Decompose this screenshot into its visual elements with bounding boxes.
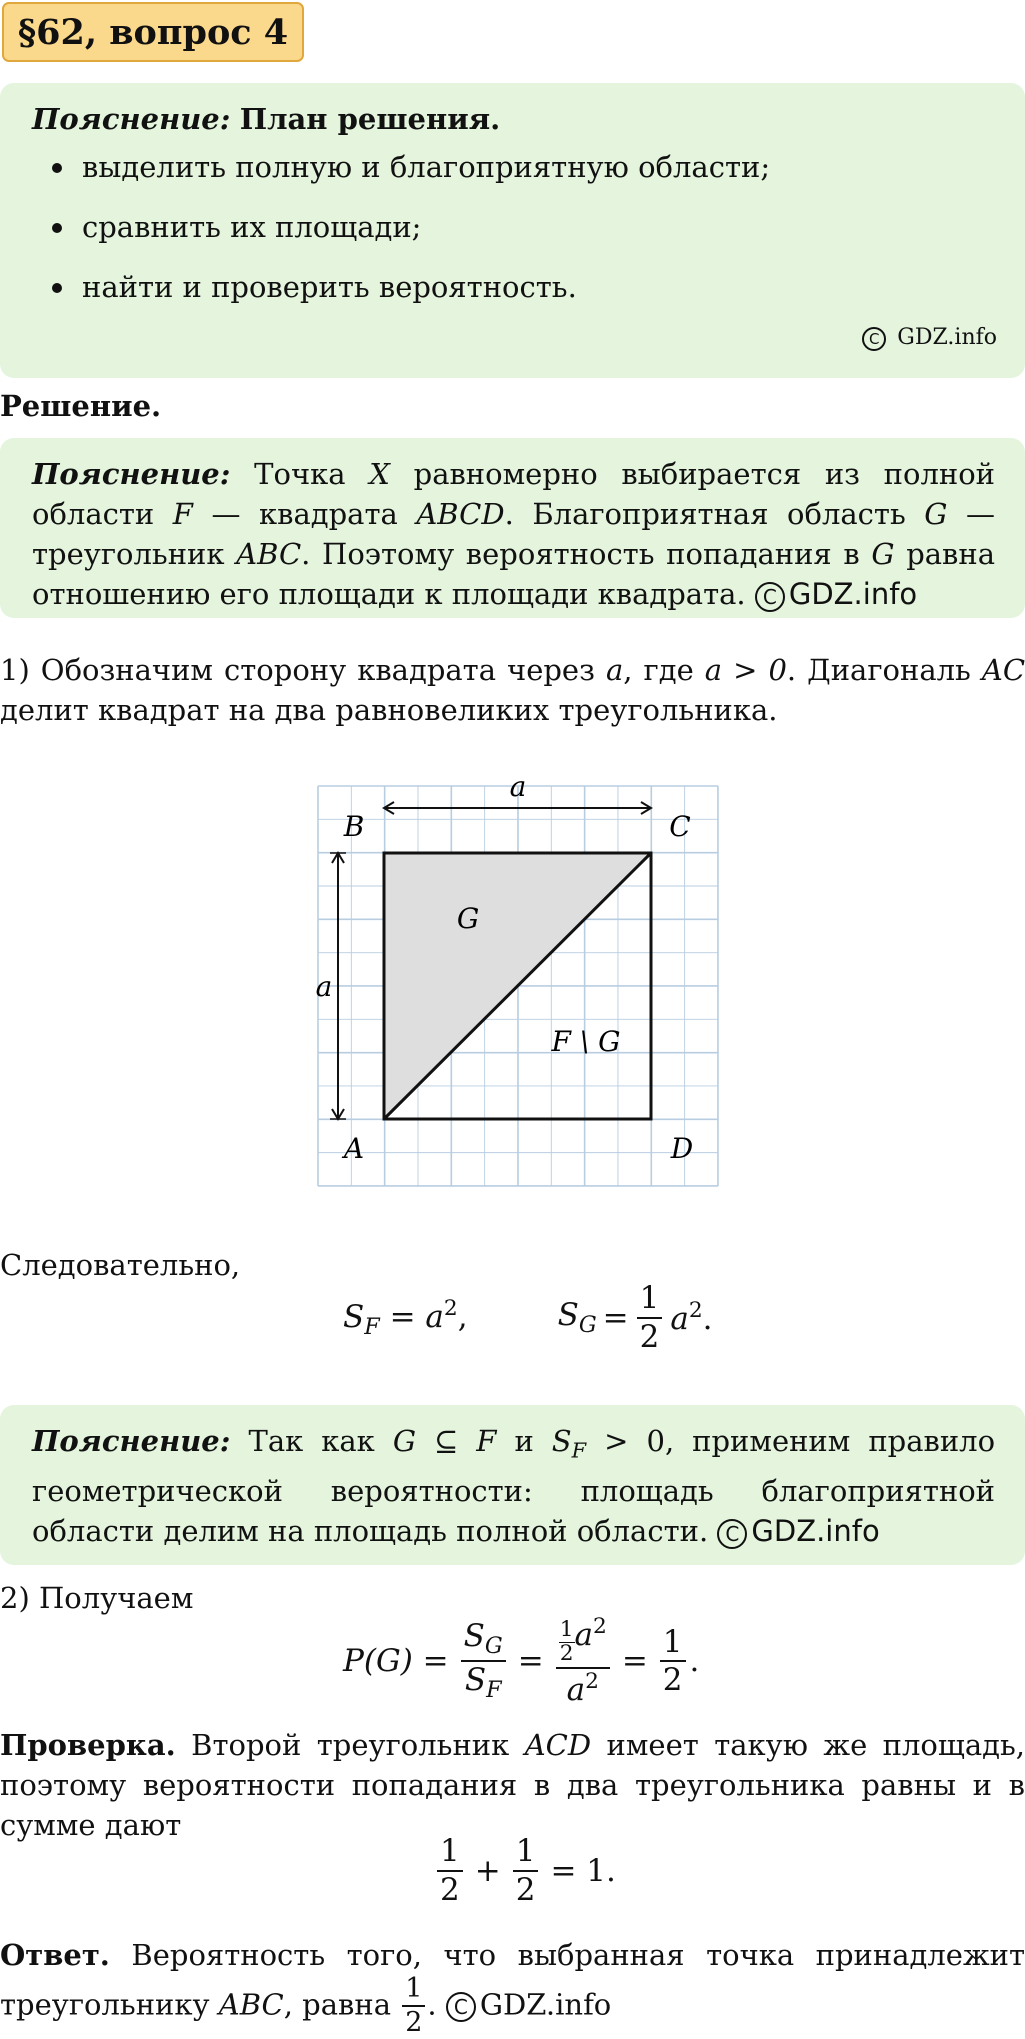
math-var: AC <box>981 653 1025 687</box>
frac-num: 1 <box>559 1617 574 1643</box>
note-label: Пояснение: <box>32 1424 231 1458</box>
fraction <box>513 1835 539 1906</box>
math-var: a <box>566 1671 586 1708</box>
label-f-minus-g: F \ G <box>551 1025 621 1058</box>
text: . Благоприятная область <box>504 497 906 531</box>
math-sup: 2 <box>443 1295 458 1321</box>
answer-paragraph <box>0 1935 1025 2038</box>
copyright-icon: C <box>446 1992 476 2022</box>
frac-num: 1 <box>660 1626 686 1663</box>
math-expr: G ⊆ F <box>392 1424 497 1458</box>
frac-den: 2 <box>515 1871 536 1908</box>
label-a-left: a <box>315 970 333 1003</box>
math-var: S <box>464 1662 487 1699</box>
fraction <box>660 1623 686 1699</box>
math-sub: F <box>486 1677 502 1704</box>
text: — треугольник <box>32 497 996 571</box>
math-var: ABC <box>218 1987 284 2022</box>
math-var: a <box>605 653 624 687</box>
probability-formula <box>343 1616 699 1706</box>
text: , равна <box>283 1987 391 2022</box>
math-sub: F <box>571 1438 587 1463</box>
text: . <box>689 1643 700 1680</box>
text: Точка <box>254 457 346 491</box>
text: Вероятность того, что выбранная точка принадлежит треугольнику <box>0 1938 1025 2022</box>
frac-den: 2 <box>559 1640 574 1666</box>
frac-num: 1 <box>402 1975 425 2007</box>
plan-item: сравнить их площади; <box>32 207 995 247</box>
math-expr: a > 0 <box>704 653 787 687</box>
math-var: ABCD <box>416 497 505 531</box>
frac-den: 2 <box>440 1871 460 1908</box>
text: , где <box>623 653 694 687</box>
math-var: X <box>369 457 390 491</box>
frac-num: 1 <box>513 1835 539 1872</box>
plan-item: выделить полную и благоприятную области; <box>32 147 995 187</box>
text: имеет такую же площадь, поэтому вероятности попадания в два треугольника равны и в сумме дают <box>0 1728 1025 1842</box>
math-var: ABC <box>236 537 302 571</box>
vertex-b: B <box>343 810 365 843</box>
math-var: G <box>924 497 948 531</box>
math-var: S <box>463 1617 485 1654</box>
area-formulas <box>343 1282 713 1353</box>
text: делит квадрат на два равновеликих треугольника. <box>0 693 778 727</box>
text: , применим правило геометрической вероятности: площадь благоприятной области делим на площадь полной области. <box>32 1424 996 1548</box>
frac-num: 1 <box>437 1835 463 1872</box>
step-2-intro: 2) Получаем <box>0 1581 194 1615</box>
square-diagram <box>310 778 730 1198</box>
sum-formula <box>435 1835 616 1906</box>
text: = <box>602 1299 629 1336</box>
text: . Поэтому вероятность попадания в <box>301 537 860 571</box>
explanation-note-1 <box>0 438 1025 618</box>
label-g: G <box>456 902 480 935</box>
math-var: a <box>574 1616 593 1653</box>
math-expr: P(G) = <box>343 1643 449 1680</box>
text: . <box>702 1301 713 1337</box>
math-var: S <box>557 1296 579 1333</box>
check-label: Проверка. <box>0 1728 176 1762</box>
fraction <box>637 1282 663 1353</box>
math-sup: 2 <box>593 1614 607 1639</box>
plan-heading <box>32 99 995 139</box>
vertex-d: D <box>670 1132 694 1165</box>
text: . <box>427 1987 437 2022</box>
fraction <box>437 1835 463 1906</box>
text: равна отношению его площади к площади квадрата. <box>32 537 996 611</box>
signature-text: GDZ.info <box>788 577 918 611</box>
text: равномерно выбирается из полной области <box>32 457 996 531</box>
text: = <box>517 1643 544 1680</box>
plan-note <box>0 83 1025 378</box>
math-var: S <box>551 1424 572 1458</box>
copyright-icon: C <box>717 1519 747 1549</box>
explanation-note-2 <box>0 1405 1025 1565</box>
math-expr: = a <box>389 1298 444 1335</box>
plan-list <box>32 147 995 307</box>
vertex-c: C <box>669 810 691 843</box>
formula-sg <box>558 1282 713 1353</box>
math-sub: F <box>364 1313 380 1340</box>
text: — квадрата <box>211 497 398 531</box>
small-fraction <box>559 1619 575 1664</box>
math-var: G <box>871 537 895 571</box>
text: + <box>474 1852 501 1889</box>
fraction <box>461 1617 506 1704</box>
note-label: Пояснение: <box>32 102 231 136</box>
copyright-icon: C <box>755 582 785 612</box>
text: , <box>457 1298 468 1335</box>
plan-item: найти и проверить вероятность. <box>32 267 995 307</box>
math-sup: 2 <box>688 1298 703 1324</box>
plan-signature <box>862 318 997 358</box>
math-var: F <box>172 497 193 531</box>
text: . Диагональ <box>786 653 971 687</box>
frac-den: 2 <box>639 1318 660 1355</box>
signature-text: GDZ.info <box>897 325 997 350</box>
math-sup: 2 <box>585 1668 599 1694</box>
math-sub: G <box>578 1312 597 1339</box>
signature-text: GDZ.info <box>479 1987 612 2022</box>
label-a-top: a <box>509 778 527 803</box>
plan-title: План решения. <box>239 102 501 136</box>
consequently-text: Следовательно, <box>0 1248 241 1282</box>
check-paragraph <box>0 1725 1025 1845</box>
text: Так как <box>248 1424 375 1458</box>
note-label: Пояснение: <box>32 457 231 491</box>
text: = <box>621 1643 648 1680</box>
signature-text: GDZ.info <box>751 1513 880 1548</box>
math-var: a <box>670 1301 689 1337</box>
text: и <box>514 1424 534 1458</box>
step-1 <box>0 650 1025 730</box>
formula-sf <box>343 1296 468 1340</box>
text: Второй треугольник <box>191 1728 510 1762</box>
fraction <box>402 1975 425 2038</box>
page-title: §62, вопрос 4 <box>2 2 304 62</box>
copyright-icon: C <box>862 327 886 351</box>
math-var: S <box>343 1298 365 1335</box>
math-sub: G <box>484 1632 503 1659</box>
math-var: ACD <box>524 1728 592 1762</box>
frac-num: 1 <box>637 1282 663 1319</box>
text: = 1. <box>550 1852 616 1889</box>
frac-den: 2 <box>405 2007 423 2039</box>
frac-den: 2 <box>662 1662 683 1699</box>
fraction <box>556 1616 610 1706</box>
answer-label: Ответ. <box>0 1938 110 1972</box>
solution-heading: Решение. <box>0 389 162 423</box>
text: 1) Обозначим сторону квадрата через <box>0 653 595 687</box>
vertex-a: A <box>343 1132 365 1165</box>
math-expr: > 0 <box>604 1424 665 1458</box>
